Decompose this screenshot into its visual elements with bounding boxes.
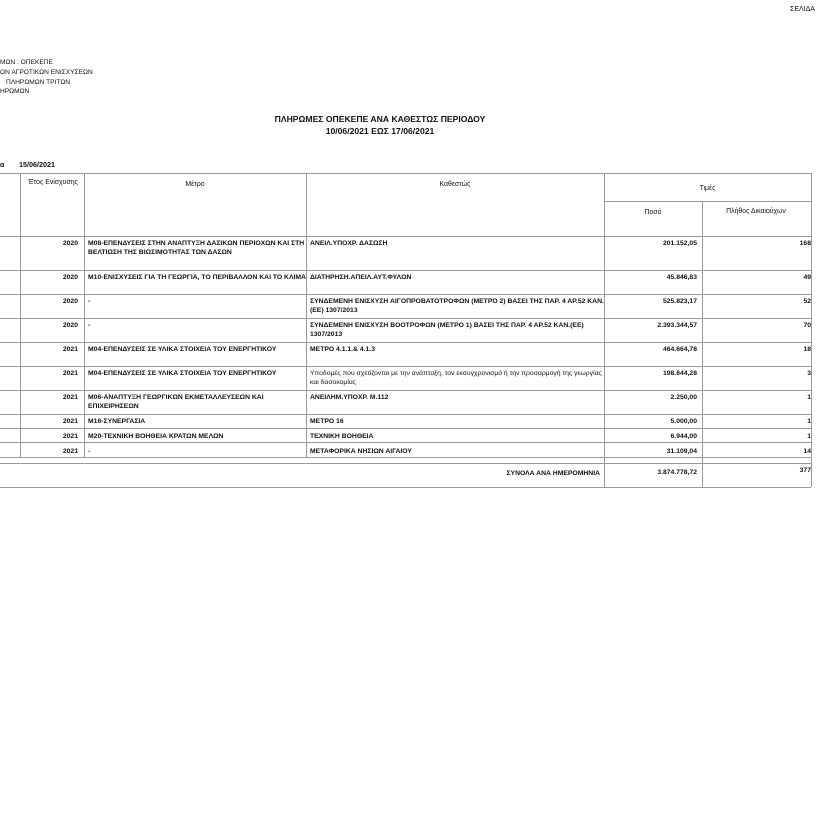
table-row-year: 2021 [62, 346, 78, 353]
table-row-measure: Μ06-ΑΝΑΠΤΥΞΗ ΓΕΩΡΓΙΚΩΝ ΕΚΜΕΤΑΛΛΕΥΣΕΩΝ ΚΑΙ ΕΠΙΧΕΙΡΗΣΕΩΝ [88, 394, 264, 410]
table-row-count: 1 [807, 433, 811, 440]
table-row-count: 1 [807, 394, 811, 401]
table-row-amount: 31.109,04 [666, 448, 697, 455]
header-measure: Μέτρο [185, 181, 205, 188]
table-border-top [0, 173, 811, 174]
header-count: Πλήθος Δικαιούχων [726, 208, 786, 215]
row-divider [0, 318, 811, 319]
totals-label: ΣΥΝΟΛΑ ΑΝΑ ΗΜΕΡΟΜΗΝΙΑ [506, 470, 600, 477]
table-header-divider [604, 201, 811, 202]
table-row-amount: 464.664,78 [662, 346, 697, 353]
table-row-year: 2020 [62, 274, 78, 281]
organization-line: ΠΛΗΡΩΜΩΝ ΤΡΙΤΩΝ [6, 79, 71, 86]
table-row-status: ΤΕΧΝΙΚΗ ΒΟΗΘΕΙΑ [310, 433, 374, 440]
table-row-count: 70 [803, 322, 811, 329]
row-divider [0, 342, 811, 343]
table-row-count: 49 [803, 274, 811, 281]
table-row-amount: 6.944,00 [670, 433, 697, 440]
table-row-year: 2021 [62, 448, 78, 455]
totals-divider [0, 463, 811, 464]
row-divider [0, 270, 811, 271]
column-divider [702, 201, 703, 487]
table-row-amount: 2.393.344,57 [657, 322, 697, 329]
table-row-year: 2021 [62, 370, 78, 377]
table-row-year: 2020 [62, 298, 78, 305]
table-row-measure: - [88, 448, 91, 455]
organization-line: ΗΡΩΜΩΝ [0, 88, 30, 95]
page-label: ΣΕΛΙΔΑ [790, 6, 815, 13]
table-row-year: 2021 [62, 394, 78, 401]
table-row-count: 52 [803, 298, 811, 305]
table-row-measure: Μ10-ΕΝΙΣΧΥΣΕΙΣ ΓΙΑ ΤΗ ΓΕΩΡΓΙΑ, ΤΟ ΠΕΡΙΒΑΛΛΟΝ ΚΑΙ ΤΟ ΚΛΙΜΑ [88, 274, 306, 281]
date-label: α [0, 160, 5, 169]
date-value: 15/06/2021 [19, 160, 55, 169]
row-divider [0, 428, 811, 429]
table-row-status: ΑΝΕΙΛ.ΥΠΟΧΡ. ΔΑΣΩΣΗ [310, 240, 388, 247]
table-row-count: 18 [803, 346, 811, 353]
table-row-amount: 2.250,00 [670, 394, 697, 401]
header-status: Καθεστώς [439, 181, 471, 188]
table-row-amount: 45.846,83 [666, 274, 697, 281]
row-divider [0, 294, 811, 295]
table-row-count: 168 [799, 240, 811, 247]
row-divider [0, 366, 811, 367]
table-border-right [811, 173, 812, 487]
report-title: ΠΛΗΡΩΜΕΣ ΟΠΕΚΕΠΕ ΑΝΑ ΚΑΘΕΣΤΩΣ ΠΕΡΙΟΔΟΥ [274, 114, 486, 124]
column-divider [306, 173, 307, 457]
table-row-measure: Μ16-ΣΥΝΕΡΓΑΣΙΑ [88, 418, 146, 425]
table-row-year: 2020 [62, 240, 78, 247]
table-row-measure: Μ20-ΤΕΧΝΙΚΗ ΒΟΗΘΕΙΑ ΚΡΑΤΩΝ ΜΕΛΩΝ [88, 433, 224, 440]
column-divider [84, 173, 85, 457]
table-row-status: ΜΕΤΡΟ 16 [310, 418, 344, 425]
header-values-group: Τιμές [699, 185, 716, 192]
table-row-status: ΣΥΝΔΕΜΕΝΗ ΕΝΙΣΧΥΣΗ ΑΙΓΟΠΡΟΒΑΤΟΤΡΟΦΩΝ (ΜΕΤΡΟ 2) ΒΑΣΕΙ ΤΗΣ ΠΑΡ. 4 ΑΡ.52 ΚΑΝ.(ΕΕ) 1307/2013 [310, 298, 604, 314]
table-row-measure: - [88, 322, 91, 329]
table-row-status: ΑΝΕΙΛΗΜ.ΥΠΟΧΡ. Μ.112 [310, 394, 389, 401]
table-row-measure: - [88, 298, 91, 305]
row-divider [0, 457, 811, 458]
table-row-amount: 198.644,28 [662, 370, 697, 377]
table-header-bottom [0, 236, 811, 237]
table-row-count: 3 [807, 370, 811, 377]
totals-amount: 3.874.778,72 [657, 469, 697, 476]
header-amount: Ποσό [644, 209, 662, 216]
table-row-status: ΔΙΑΤΗΡΗΣΗ.ΑΠΕΙΛ.ΑΥΤ.ΦΥΛΩΝ [310, 274, 412, 281]
table-row-amount: 201.152,05 [662, 240, 697, 247]
table-row-status: ΣΥΝΔΕΜΕΝΗ ΕΝΙΣΧΥΣΗ ΒΟΟΤΡΟΦΩΝ (ΜΕΤΡΟ 1) ΒΑΣΕΙ ΤΗΣ ΠΑΡ. 4 ΑΡ.52 ΚΑΝ.(ΕΕ) 1307/2013 [310, 322, 584, 338]
table-row-status: ΜΕΤΡΟ 4.1.1.& 4.1.3 [310, 346, 375, 353]
organization-line: ΟΝ ΑΓΡΟΤΙΚΩΝ ΕΝΙΣΧΥΣΕΩΝ [0, 69, 93, 76]
table-row-amount: 5.000,00 [670, 418, 697, 425]
totals-count: 377 [799, 467, 811, 474]
row-divider [0, 390, 811, 391]
table-row-measure: Μ04-ΕΠΕΝΔΥΣΕΙΣ ΣΕ ΥΛΙΚΑ ΣΤΟΙΧΕΙΑ ΤΟΥ ΕΝΕΡΓΗΤΙΚΟΥ [88, 346, 277, 353]
table-border-bottom [0, 487, 811, 488]
table-row-amount: 525.823,17 [662, 298, 697, 305]
table-row-count: 1 [807, 418, 811, 425]
column-divider [20, 173, 21, 457]
organization-line: ΜΩΝ : ΟΠΕΚΕΠΕ [0, 59, 53, 66]
table-row-status: ΜΕΤΑΦΟΡΙΚΑ ΝΗΣΙΩΝ ΑΙΓΑΙΟΥ [310, 448, 412, 455]
table-row-measure: Μ08-ΕΠΕΝΔΥΣΕΙΣ ΣΤΗΝ ΑΝΑΠΤΥΞΗ ΔΑΣΙΚΩΝ ΠΕΡΙΟΧΩΝ ΚΑΙ ΣΤΗ ΒΕΛΤΙΩΣΗ ΤΗΣ ΒΙΩΣΙΜΟΤΗΤΑΣ ΤΩΝ ΔΑΣΩΝ [88, 240, 305, 256]
table-row-year: 2021 [62, 433, 78, 440]
row-divider [0, 442, 811, 443]
table-row-year: 2021 [62, 418, 78, 425]
table-row-status: Υποδομές που σχετίζονται με την ανάπτυξη, τον εκσυγχρονισμό ή την προσαρμογή της γεωργίας και δασοκομίας [310, 370, 602, 386]
row-divider [0, 414, 811, 415]
table-row-count: 14 [803, 448, 811, 455]
table-row-year: 2020 [62, 322, 78, 329]
report-period: 10/06/2021 ΕΩΣ 17/06/2021 [325, 126, 435, 136]
header-year: Έτος Ενίσχυσης [28, 179, 78, 186]
table-row-measure: Μ04-ΕΠΕΝΔΥΣΕΙΣ ΣΕ ΥΛΙΚΑ ΣΤΟΙΧΕΙΑ ΤΟΥ ΕΝΕΡΓΗΤΙΚΟΥ [88, 370, 277, 377]
